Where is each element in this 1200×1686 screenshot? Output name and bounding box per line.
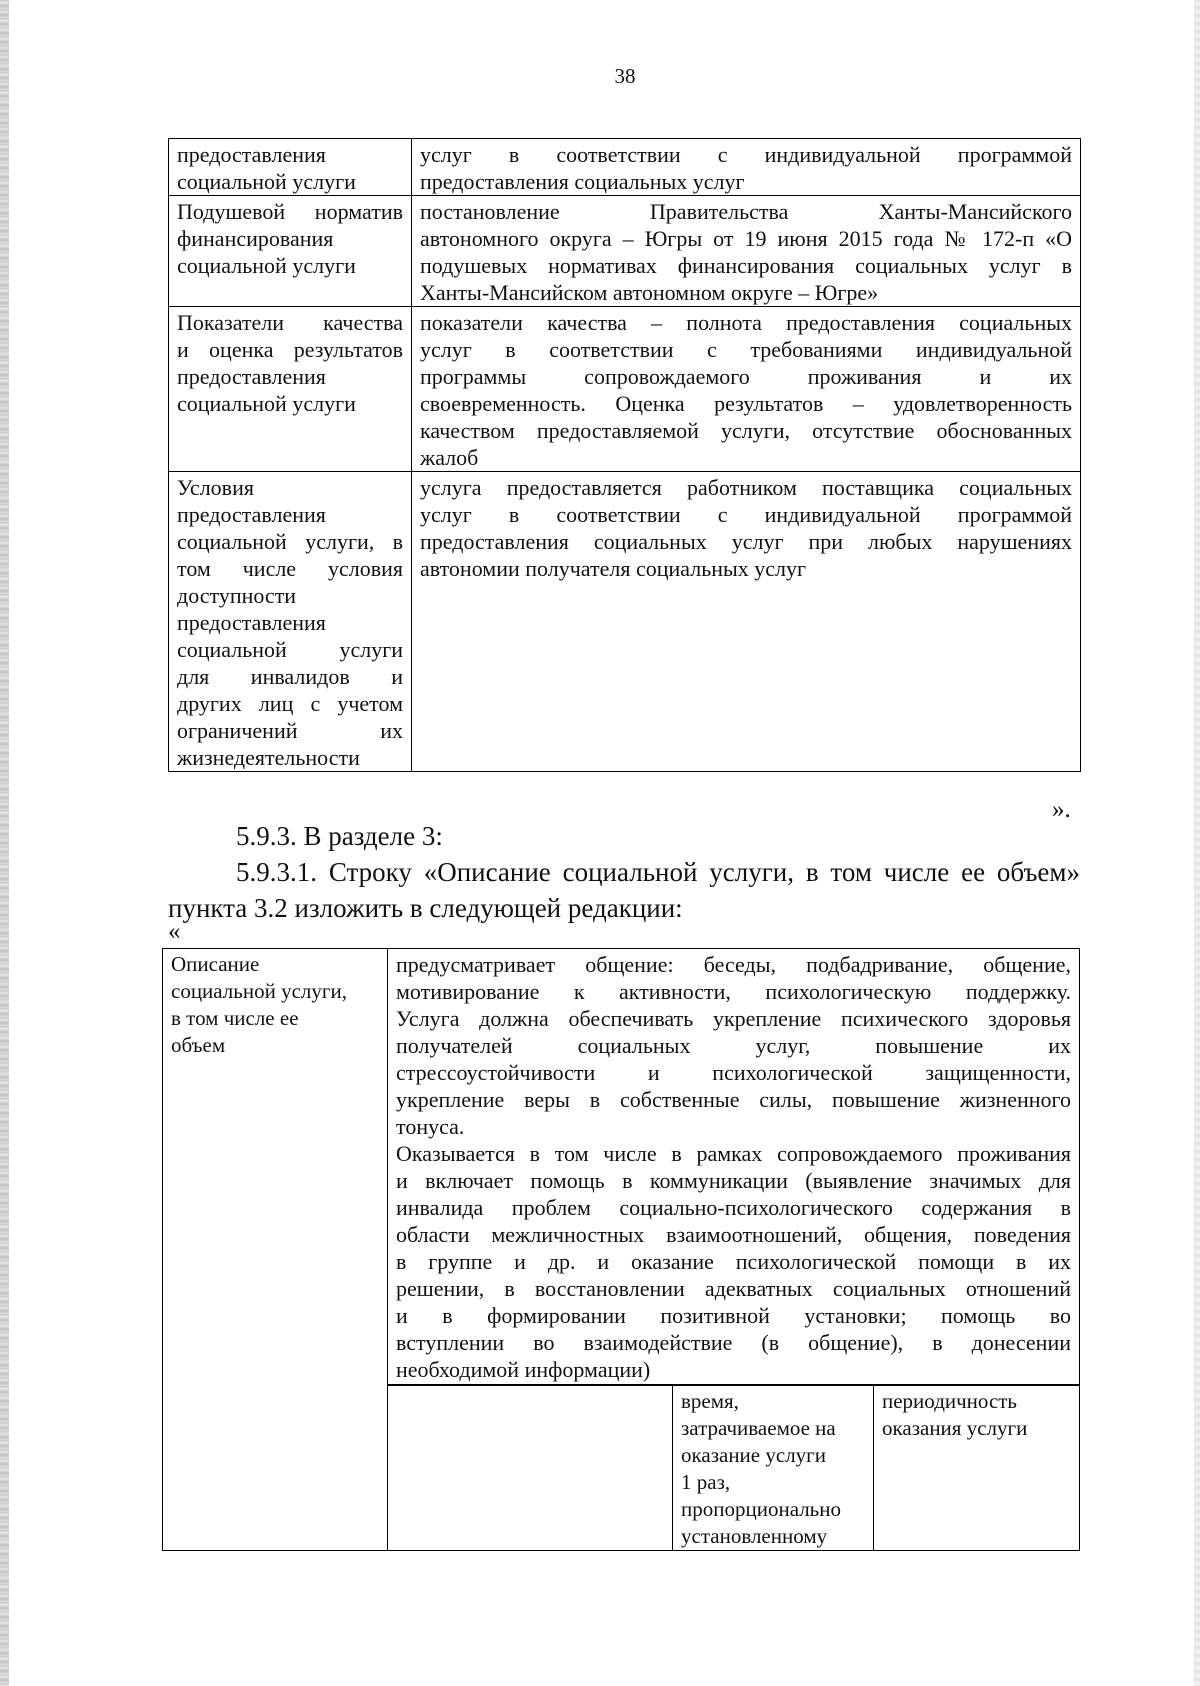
scan-edge-left <box>0 0 9 1686</box>
cell-line: предоставления <box>177 502 326 527</box>
cell-line: и включает помощь в коммуникации (выявление значимых для <box>396 1168 1071 1193</box>
cell-line: услуг в соответствии с индивидуальной программой <box>420 502 1072 527</box>
cell-line: и в формировании позитивной установки; помощь во <box>396 1303 1071 1328</box>
cell-line: периодичность <box>882 1389 1018 1413</box>
cell-line: затрачиваемое на <box>681 1416 836 1440</box>
section-heading: 5.9.3. В разделе 3: <box>236 821 443 851</box>
nested-cell-empty <box>388 1386 673 1551</box>
cell-line: Показатели качества <box>177 310 403 335</box>
cell-line: социальной услуги, в <box>177 529 403 554</box>
table-cell-value <box>388 949 1080 1385</box>
cell-line: пропорционально <box>681 1497 841 1521</box>
cell-line: Условия <box>177 475 254 500</box>
instruction-paragraph: 5.9.3.1. Строку «Описание социальной услуги, в том числе ее объем» пункта 3.2 изложить в следующей редакции: <box>168 857 1080 923</box>
table-cell-label <box>169 196 412 307</box>
cell-line: в группе и др. и оказание психологической помощи в их <box>396 1249 1071 1274</box>
table-cell-value <box>412 139 1081 196</box>
cell-line: предоставления социальных услуг <box>420 169 745 194</box>
table-cell-label <box>169 472 412 772</box>
cell-line: жизнедеятельности <box>177 745 360 770</box>
cell-line: социальной услуги <box>177 169 356 194</box>
table-cell-label <box>163 949 388 1551</box>
cell-line: для инвалидов и <box>177 664 403 689</box>
table-row <box>169 139 1081 196</box>
cell-line: автономии получателя социальных услуг <box>420 556 807 581</box>
cell-line: и оценка результатов <box>177 337 403 362</box>
cell-line: финансирования <box>177 226 334 251</box>
cell-line: время, <box>681 1389 739 1413</box>
cell-line: том числе условия <box>177 556 403 581</box>
cell-line: социальной услуги <box>177 253 356 278</box>
nested-table-cell <box>388 1385 1080 1551</box>
table-row <box>169 196 1081 307</box>
nested-cell-frequency <box>874 1386 1080 1551</box>
cell-line: Услуга должна обеспечивать укрепление психического здоровья <box>396 1006 1071 1031</box>
cell-line: решении, в восстановлении адекватных социальных отношений <box>396 1276 1071 1301</box>
cell-line: подушевых нормативах финансирования социальных услуг в <box>420 253 1072 278</box>
cell-line: качеством предоставляемой услуги, отсутствие обоснованных <box>420 418 1072 443</box>
cell-line: программы сопровождаемого проживания и их <box>420 364 1072 389</box>
service-description-table <box>162 948 1080 1551</box>
cell-line: услуга предоставляется работником поставщика социальных <box>420 475 1072 500</box>
cell-line: социальной услуги, <box>171 979 347 1003</box>
table-row <box>169 307 1081 472</box>
cell-line: необходимой информации) <box>396 1357 651 1382</box>
cell-line: предоставления <box>177 142 326 167</box>
cell-line: предоставления <box>177 364 326 389</box>
cell-line: оказание услуги <box>681 1443 827 1467</box>
cell-line: автономного округа – Югры от 19 июня 2015 года № 172-п «О <box>420 226 1072 251</box>
cell-line: своевременность. Оценка результатов – удовлетворенность <box>420 391 1072 416</box>
cell-line: объем <box>171 1033 226 1057</box>
table-row <box>388 1386 1079 1551</box>
cell-line: установленному <box>681 1524 828 1548</box>
cell-line: услуг в соответствии с индивидуальной программой <box>420 142 1072 167</box>
scan-edge-right <box>1194 0 1200 1686</box>
cell-line: Ханты-Мансийском автономном округе – Югре» <box>420 280 879 305</box>
cell-line: мотивирование к активности, психологическую поддержку. <box>396 979 1071 1004</box>
cell-line: социальной услуги <box>177 637 403 662</box>
nested-cell-time <box>673 1386 874 1551</box>
cell-line: в том числе ее <box>171 1006 299 1030</box>
cell-line: предоставления <box>177 610 326 635</box>
cell-line: других лиц с учетом <box>177 691 403 716</box>
cell-line: ограничений их <box>177 718 403 743</box>
cell-line: тонуса. <box>396 1114 465 1139</box>
cell-line: 1 раз, <box>681 1470 731 1494</box>
cell-line: показатели качества – полнота предоставления социальных <box>420 310 1072 335</box>
cell-line: оказания услуги <box>882 1416 1028 1440</box>
cell-line: доступности <box>177 583 297 608</box>
table-cell-label <box>169 307 412 472</box>
cell-line: жалоб <box>420 445 479 470</box>
cell-line: укрепление веры в собственные силы, повышение жизненного <box>396 1087 1071 1112</box>
cell-line: предусматривает общение: беседы, подбадривание, общение, <box>396 952 1071 977</box>
table-cell-value <box>412 307 1081 472</box>
cell-line: социальной услуги <box>177 391 356 416</box>
cell-line: Оказывается в том числе в рамках сопровождаемого проживания <box>396 1141 1071 1166</box>
cell-line: вступлении во взаимодействие (в общение), в донесении <box>396 1330 1071 1355</box>
closing-quote: ». <box>1052 796 1071 823</box>
cell-line: Подушевой норматив <box>177 199 403 224</box>
cell-line: постановление Правительства Ханты-Мансийского <box>420 199 1072 224</box>
table-cell-label <box>169 139 412 196</box>
nested-table <box>388 1385 1079 1550</box>
table-row <box>163 949 1080 1385</box>
table-row <box>169 472 1081 772</box>
cell-line: области межличностных взаимоотношений, общения, поведения <box>396 1222 1071 1247</box>
opening-quote: « <box>168 918 181 945</box>
cell-line: получателей социальных услуг, повышение их <box>396 1033 1071 1058</box>
cell-line: Описание <box>171 952 260 976</box>
cell-line: инвалида проблем социально-психологического содержания в <box>396 1195 1071 1220</box>
cell-line: стрессоустойчивости и психологической защищенности, <box>396 1060 1071 1085</box>
table-cell-value <box>412 196 1081 307</box>
page-number: 38 <box>614 64 636 88</box>
cell-line: услуг в соответствии с требованиями индивидуальной <box>420 337 1072 362</box>
table-cell-value <box>412 472 1081 772</box>
service-standard-table-continuation <box>168 138 1081 772</box>
cell-line: предоставления социальных услуг при любых нарушениях <box>420 529 1072 554</box>
